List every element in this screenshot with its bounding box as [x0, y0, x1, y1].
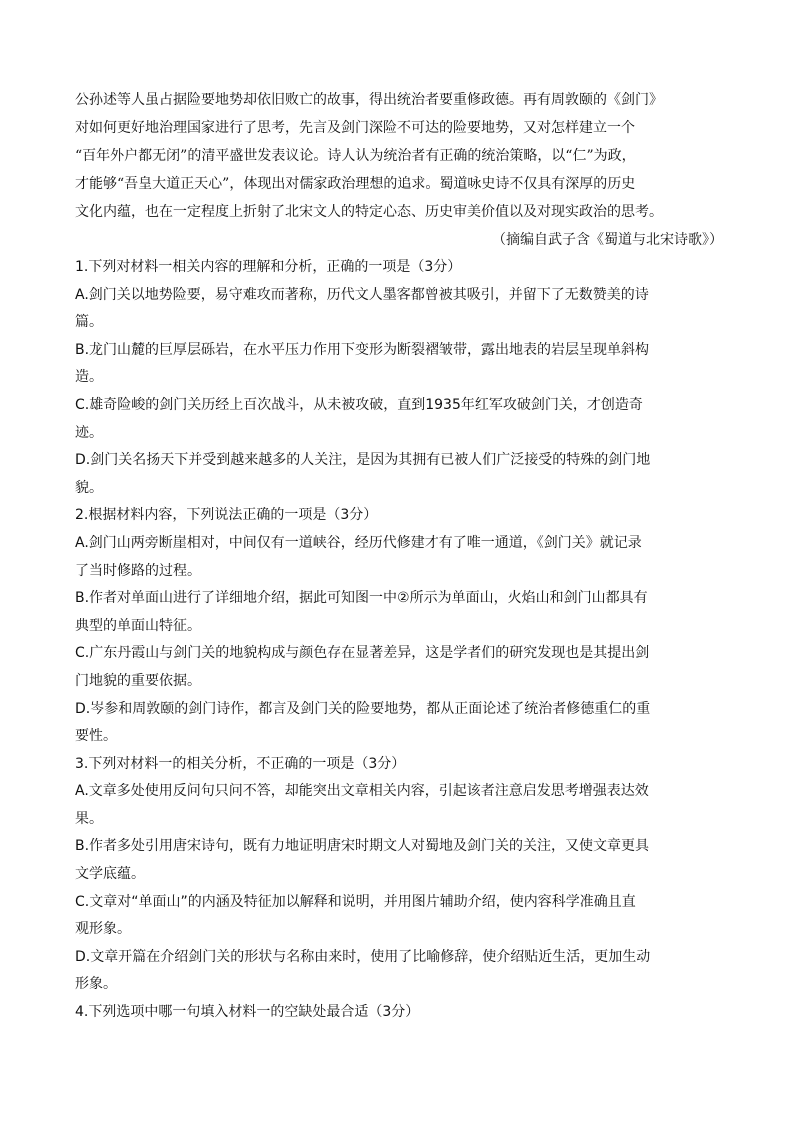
question-stem: 4.下列选项中哪一句填入材料一的空缺处最合适（3分） — [75, 1004, 420, 1021]
option-line: 要性。 — [75, 728, 117, 745]
passage-line: 对如何更好地治理国家进行了思考，先言及剑门深险不可达的险要地势，又对怎样建立一个 — [75, 120, 635, 136]
option-line: D.剑门关名扬天下并受到越来越多的人关注，是因为其拥有已被人们广泛接受的特殊的剑门地 — [75, 452, 651, 469]
option-c — [75, 640, 723, 695]
option-c — [75, 889, 723, 944]
passage-line: 文化内蕴，也在一定程度上折射了北宋文人的特定心态、历史审美价值以及对现实政治的思考。 — [75, 204, 663, 220]
option-line: B.作者多处引用唐宋诗句，既有力地证明唐宋时期文人对蜀地及剑门关的关注，又使文章更具 — [75, 838, 650, 855]
option-b — [75, 585, 723, 640]
option-line: 果。 — [75, 810, 103, 827]
option-line: B.龙门山麓的巨厚层砾岩，在水平压力作用下变形为断裂褶皱带，露出地表的岩层呈现单斜构 — [75, 341, 650, 358]
document-page — [75, 86, 723, 1027]
option-line: D.文章开篇在介绍剑门关的形状与名称由来时，使用了比喻修辞，使介绍贴近生活，更加生动 — [75, 948, 651, 965]
option-line: 造。 — [75, 369, 103, 386]
option-line: 篇。 — [75, 314, 103, 331]
option-a — [75, 282, 723, 337]
question-stem: 2.根据材料内容，下列说法正确的一项是（3分） — [75, 507, 378, 524]
option-line: A.剑门关以地势险要，易守难攻而著称，历代文人墨客都曾被其吸引，并留下了无数赞美的诗 — [75, 286, 649, 303]
option-d — [75, 447, 723, 502]
passage-line: “百年外户都无闭”的清平盛世发表议论。诗人认为统治者有正确的统治策略，以“仁”为政， — [75, 148, 636, 164]
option-a — [75, 778, 723, 833]
option-line: 迹。 — [75, 424, 103, 441]
option-d — [75, 696, 723, 751]
question-stem: 1.下列对材料一相关内容的理解和分析，正确的一项是（3分） — [75, 259, 462, 275]
option-line: 门地貌的重要依据。 — [75, 672, 201, 689]
option-line: 貌。 — [75, 479, 103, 496]
option-line: 形象。 — [75, 976, 117, 993]
passage-line: 公孙述等人虽占据险要地势却依旧败亡的故事，得出统治者要重修政德。再有周敦颐的《剑门》 — [75, 92, 663, 108]
question-3 — [75, 751, 723, 999]
option-b — [75, 833, 723, 888]
option-line: 了当时修路的过程。 — [75, 562, 201, 579]
option-line: C.雄奇险峻的剑门关历经上百次战斗，从未被攻破，直到1935年红军攻破剑门关，才创造奇 — [75, 396, 643, 413]
option-line: 典型的单面山特征。 — [75, 617, 201, 634]
option-line: A.剑门山两旁断崖相对，中间仅有一道峡谷，经历代修建才有了唯一通道，《剑门关》就记录 — [75, 534, 642, 551]
option-line: C.广东丹霞山与剑门关的地貌构成与颜色存在显著差异，这是学者们的研究发现也是其提出剑 — [75, 645, 650, 662]
option-line: D.岑参和周敦颐的剑门诗作，都言及剑门关的险要地势，都从正面论述了统治者修德重仁的重 — [75, 700, 651, 717]
question-1 — [75, 254, 723, 502]
option-b — [75, 337, 723, 392]
option-line: A.文章多处使用反问句只问不答，却能突出文章相关内容，引起该者注意启发思考增强表达效 — [75, 783, 649, 800]
question-4 — [75, 999, 723, 1027]
passage-line: 才能够“吾皇大道正天心”，体现出对儒家政治理想的追求。蜀道咏史诗不仅具有深厚的历史 — [75, 176, 636, 192]
option-d — [75, 944, 723, 999]
passage-paragraph — [75, 86, 723, 226]
passage-source: （摘编自武子含《蜀道与北宋诗歌》） — [492, 232, 723, 248]
option-c — [75, 392, 723, 447]
question-stem: 3.下列对材料一的相关分析，不正确的一项是（3分） — [75, 755, 406, 772]
question-2 — [75, 502, 723, 750]
option-line: 观形象。 — [75, 921, 131, 938]
option-a — [75, 530, 723, 585]
option-line: 文学底蕴。 — [75, 866, 145, 883]
option-line: C.文章对“单面山”的内涵及特征加以解释和说明，并用图片辅助介绍，使内容科学准确且直 — [75, 893, 636, 910]
option-line: B.作者对单面山进行了详细地介绍，据此可知图一中②所示为单面山，火焰山和剑门山都具有 — [75, 590, 648, 607]
